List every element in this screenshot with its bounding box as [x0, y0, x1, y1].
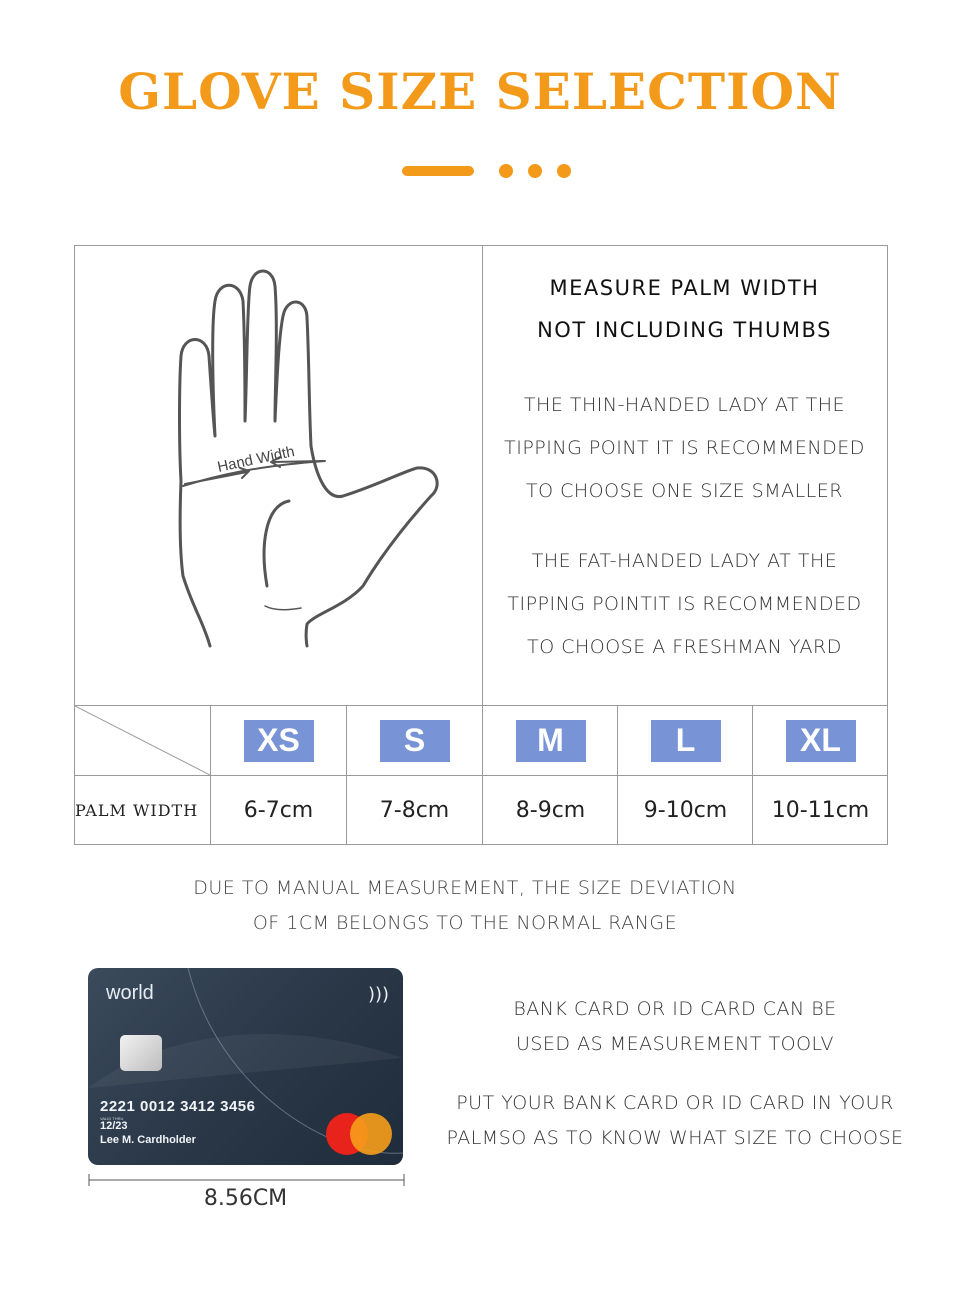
- size-header-xl: [753, 706, 888, 775]
- table-corner-diagonal: [75, 706, 210, 775]
- card-note-line-2: USED AS MEASUREMENT TOOLV: [515, 1033, 835, 1055]
- card-note-line-1: BANK CARD OR ID CARD CAN BE: [513, 998, 837, 1020]
- card-holder: Lee M. Cardholder: [100, 1134, 196, 1146]
- page-title: GLOVE SIZE SELECTION: [118, 62, 842, 121]
- deviation-note-line-1: DUE TO MANUAL MEASUREMENT, THE SIZE DEVIATION: [193, 877, 737, 899]
- palm-width-value: 6-7cm: [243, 797, 314, 823]
- palm-width-value: 10-11cm: [771, 797, 870, 823]
- deviation-note-line-2: OF 1CM BELONGS TO THE NORMAL RANGE: [252, 912, 678, 934]
- card-expiry: 12/23: [100, 1120, 128, 1132]
- card-note-line-3: PUT YOUR BANK CARD OR ID CARD IN YOUR: [456, 1092, 894, 1114]
- size-badge: L: [651, 720, 721, 762]
- hand-illustration: [75, 246, 481, 705]
- hand-width-label: Hand Width: [215, 443, 297, 476]
- card-chip-icon: [120, 1035, 162, 1071]
- fat-note-line-2: TIPPING POINTIT IS RECOMMENDED: [507, 593, 862, 615]
- card-note-line-4: PALMSO AS TO KNOW WHAT SIZE TO CHOOSE: [446, 1127, 904, 1149]
- measure-line-1: MEASURE PALM WIDTH: [549, 276, 820, 300]
- title-divider-dot: [557, 164, 571, 178]
- size-badge: XS: [244, 720, 314, 762]
- palm-width-value: 8-9cm: [515, 797, 586, 823]
- title-divider-bar: [402, 166, 474, 176]
- bank-card-image: [88, 968, 403, 1165]
- size-badge: M: [516, 720, 586, 762]
- title-divider-dot: [528, 164, 542, 178]
- size-header-l: [618, 706, 753, 775]
- contactless-icon: ))): [368, 984, 390, 1005]
- measure-line-2: NOT INCLUDING THUMBS: [537, 318, 832, 342]
- card-number: 2221 0012 3412 3456: [100, 1098, 256, 1115]
- size-header-m: [483, 706, 618, 775]
- fat-note-line-3: TO CHOOSE A FRESHMAN YARD: [527, 636, 842, 658]
- card-brand: world: [106, 982, 154, 1004]
- card-length-ruler: [88, 1174, 406, 1186]
- fat-note-line-1: THE FAT-HANDED LADY AT THE: [531, 550, 838, 572]
- thin-note-line-3: TO CHOOSE ONE SIZE SMALLER: [526, 480, 843, 502]
- size-header-s: [347, 706, 482, 775]
- size-header-xs: [211, 706, 346, 775]
- palm-width-label: PALM WIDTH: [75, 800, 199, 820]
- title-divider-dot: [499, 164, 513, 178]
- palm-width-value: 7-8cm: [379, 797, 450, 823]
- size-badge: XL: [786, 720, 856, 762]
- size-badge: S: [380, 720, 450, 762]
- card-length-label: 8.56CM: [203, 1186, 288, 1211]
- thin-note-line-1: THE THIN-HANDED LADY AT THE: [523, 394, 846, 416]
- mastercard-logo-orange: [350, 1113, 392, 1155]
- palm-width-value: 9-10cm: [643, 797, 728, 823]
- thin-note-line-2: TIPPING POINT IT IS RECOMMENDED: [504, 437, 865, 459]
- card-valid-label: VALID THRU: [100, 1116, 124, 1121]
